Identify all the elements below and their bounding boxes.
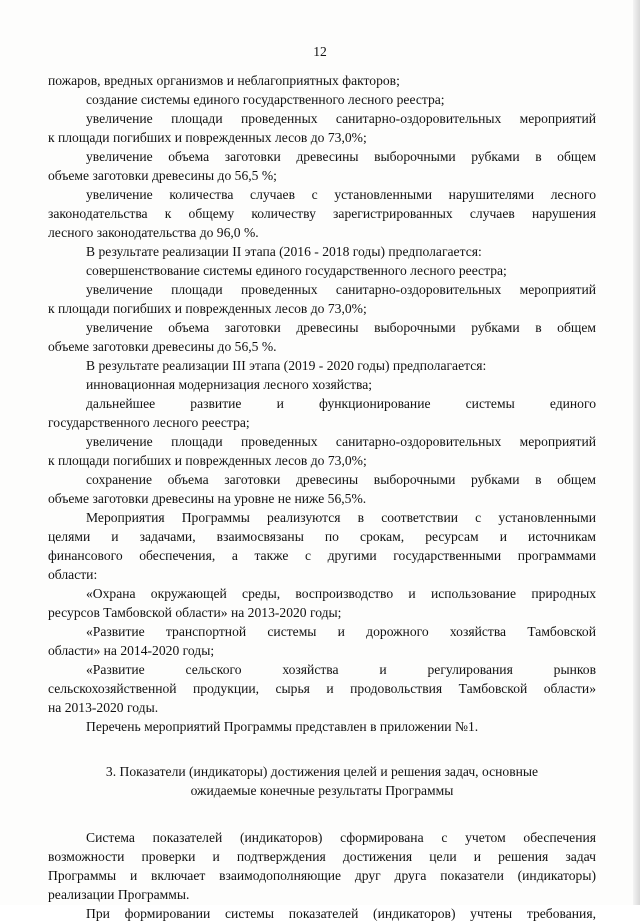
text-line: увеличение площади проведенных санитарно-оздоровительных мероприятий xyxy=(86,282,596,297)
text-line: области» на 2014-2020 годы; xyxy=(48,643,215,658)
text-line: дальнейшее развитие и функционирование системы единого xyxy=(86,396,596,411)
text-line: Программы и включает взаимодополняющие друг друга показатели (индикаторы) xyxy=(48,868,596,883)
text-line: объеме заготовки древесины до 56,5 %. xyxy=(48,339,277,354)
page-edge-shadow xyxy=(633,0,640,905)
text-line: лесного законодательства до 96,0 %. xyxy=(48,225,259,240)
text-line: целями и задачами, взаимосвязаны по срокам, ресурсам и источникам xyxy=(48,529,596,544)
text-line: Перечень мероприятий Программы представлен в приложении №1. xyxy=(86,719,479,734)
text-line: законодательства к общему количеству зарегистрированных случаев нарушения xyxy=(48,206,596,221)
text-line: В результате реализации II этапа (2016 - 2018 годы) предполагается: xyxy=(86,244,482,259)
text-line: Система показателей (индикаторов) сформирована с учетом обеспечения xyxy=(86,830,596,845)
text-line: «Развитие транспортной системы и дорожного хозяйства Тамбовской xyxy=(86,624,596,639)
text-line: создание системы единого государственного лесного реестра; xyxy=(86,92,445,107)
text-line: сохранение объема заготовки древесины выборочными рубками в общем xyxy=(86,472,596,487)
text-line: сельскохозяйственной продукции, сырья и продовольствия Тамбовской области» xyxy=(48,681,596,696)
heading-line: 3. Показатели (индикаторы) достижения целей и решения задач, основные xyxy=(105,764,539,779)
text-line: к площади погибших и поврежденных лесов до 73,0%; xyxy=(48,301,367,316)
page-body xyxy=(48,71,596,923)
text-line: ресурсов Тамбовской области» на 2013-2020 годы; xyxy=(48,605,342,620)
text-line: возможности проверки и подтверждения достижения цели и решения задач xyxy=(48,849,596,864)
text-line: увеличение площади проведенных санитарно-оздоровительных мероприятий xyxy=(86,111,596,126)
text-line: реализации Программы. xyxy=(48,887,190,902)
text-line: объеме заготовки древесины на уровне не ниже 56,5%. xyxy=(48,491,367,506)
page-number: 12 xyxy=(313,44,327,59)
section-heading xyxy=(48,762,596,800)
text-line: «Развитие сельского хозяйства и регулирования рынков xyxy=(86,662,596,677)
text-line: объеме заготовки древесины до 56,5 %; xyxy=(48,168,277,183)
text-line: Мероприятия Программы реализуются в соответствии с установленными xyxy=(86,510,596,525)
text-line: увеличение количества случаев с установленными нарушителями лесного xyxy=(86,187,596,202)
spacer xyxy=(48,736,596,762)
paragraph-block-indicators xyxy=(48,828,596,923)
text-line: «Охрана окружающей среды, воспроизводство и использование природных xyxy=(86,586,596,601)
text-line: увеличение объема заготовки древесины выборочными рубками в общем xyxy=(86,149,596,164)
text-line: При формировании системы показателей (индикаторов) учтены требования, xyxy=(86,906,596,921)
text-line: государственного лесного реестра; xyxy=(48,415,250,430)
text-line: к площади погибших и поврежденных лесов до 73,0%; xyxy=(48,130,367,145)
paragraph-block-main xyxy=(48,71,596,736)
text-line: пожаров, вредных организмов и неблагоприятных факторов; xyxy=(48,73,400,88)
text-line: к площади погибших и поврежденных лесов до 73,0%; xyxy=(48,453,367,468)
text-line: увеличение площади проведенных санитарно-оздоровительных мероприятий xyxy=(86,434,596,449)
text-line: увеличение объема заготовки древесины выборочными рубками в общем xyxy=(86,320,596,335)
heading-line: ожидаемые конечные результаты Программы xyxy=(190,783,454,798)
text-line: В результате реализации III этапа (2019 - 2020 годы) предполагается: xyxy=(86,358,487,373)
text-line: на 2013-2020 годы. xyxy=(48,700,159,715)
text-line: совершенствование системы единого государственного лесного реестра; xyxy=(86,263,507,278)
text-line: области: xyxy=(48,567,98,582)
spacer xyxy=(48,800,596,828)
text-line: инновационная модернизация лесного хозяйства; xyxy=(86,377,373,392)
text-line: финансового обеспечения, а также с другими государственными программами xyxy=(48,548,596,563)
